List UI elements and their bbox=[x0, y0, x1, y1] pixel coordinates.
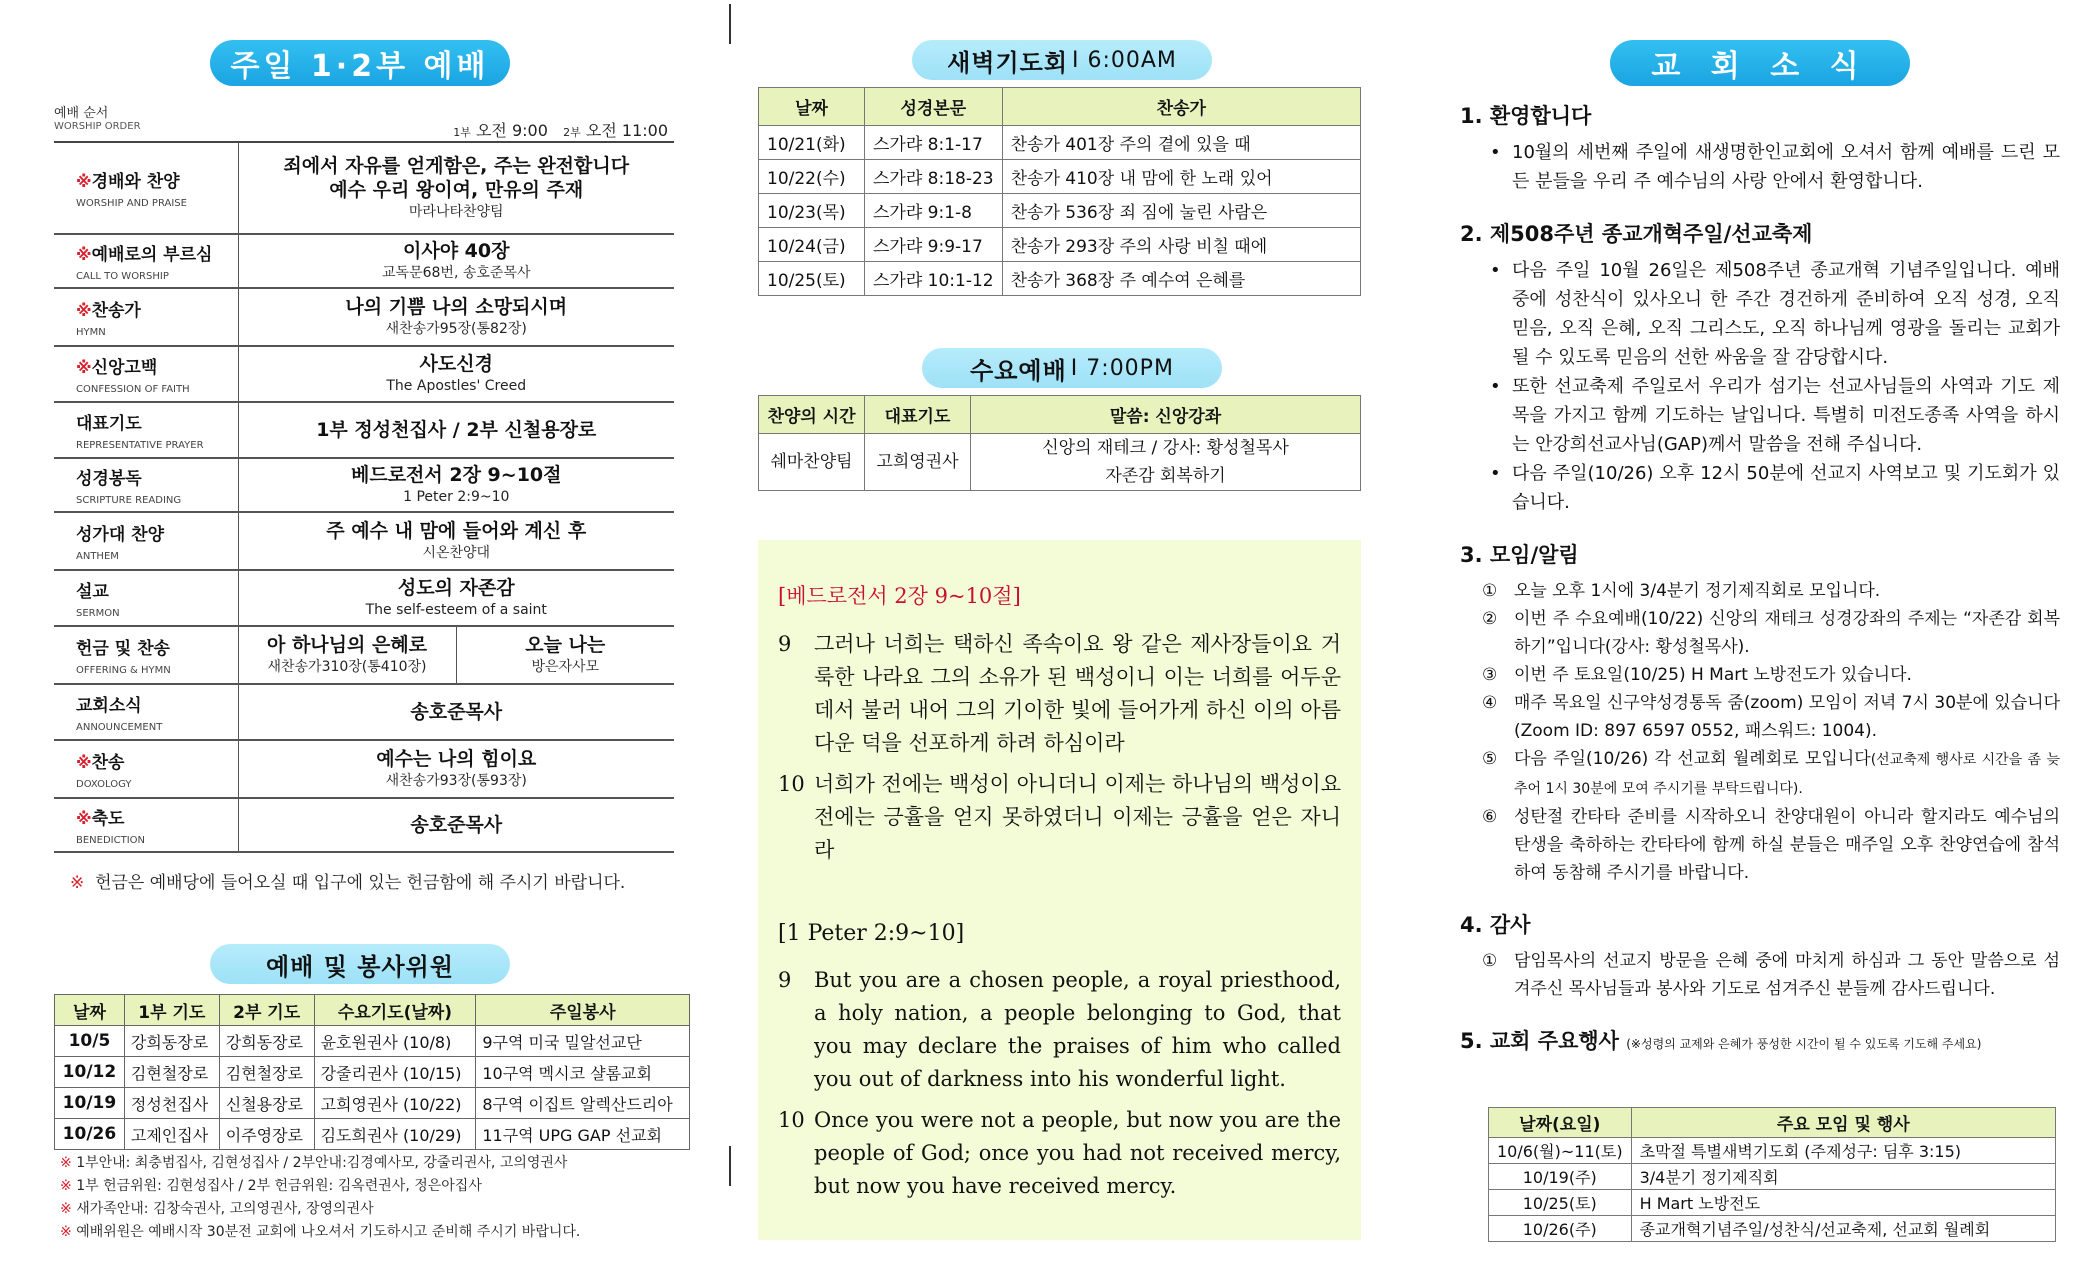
required-mark: ※ bbox=[76, 809, 92, 828]
table-cell: 강희동장로 bbox=[124, 1026, 219, 1057]
note-text: 1부안내: 최충범집사, 김현성집사 / 2부안내:김경예사모, 강줄리권사, 고의영권사 bbox=[76, 1155, 568, 1171]
table-cell: 스가랴 9:9-17 bbox=[865, 228, 1003, 262]
news-section-welcome bbox=[1460, 100, 2060, 196]
verse bbox=[778, 628, 1341, 760]
events-table bbox=[1488, 1107, 2056, 1242]
note-text: 1부 헌금위원: 김현성집사 / 2부 헌금위원: 김옥련권사, 정은아집사 bbox=[76, 1178, 482, 1194]
verse-number: 10 bbox=[778, 772, 805, 796]
order-item-detail: 새찬송가310장(통410장) bbox=[267, 659, 427, 675]
table-cell: 스가랴 10:1-12 bbox=[865, 262, 1003, 296]
table-row bbox=[54, 512, 674, 570]
order-item-detail: 마라나타찬양팀 bbox=[408, 204, 504, 220]
item-number: ② bbox=[1482, 609, 1498, 629]
bullet-text: 다음 주일 10월 26일은 제508주년 종교개혁 기념주일입니다. 예배 중에 성찬식이 있사오니 한 주간 경건하게 준비하여 오직 성경, 오직 믿음, 오직 은혜, 오직 그리스도, 오직 하나님께 영광을 돌리는 교회가 될 수 있도록 믿음의 선한 싸움을 잘 감당합시다. bbox=[1512, 260, 2060, 368]
table-cell: 스가랴 8:18-23 bbox=[865, 160, 1003, 194]
table-row bbox=[54, 234, 674, 288]
scripture-box bbox=[758, 540, 1361, 1240]
bullet-item bbox=[1460, 459, 2060, 517]
order-label-cell bbox=[54, 798, 238, 852]
table-row bbox=[759, 262, 1361, 296]
table-cell: 정성천집사 bbox=[124, 1088, 219, 1119]
verse-number: 10 bbox=[778, 1108, 805, 1132]
order-value-cell bbox=[238, 570, 674, 626]
bullet-text: 다음 주일(10/26) 오후 12시 50분에 선교지 사역보고 및 기도회가 있습니다. bbox=[1512, 463, 2060, 513]
order-item-detail: 시온찬양대 bbox=[422, 545, 491, 561]
order-value-cell bbox=[238, 402, 674, 458]
order-item-title: 나의 기쁨 나의 소망되시며 bbox=[345, 296, 568, 318]
table-row bbox=[54, 798, 674, 852]
table-cell: 10/25(토) bbox=[1489, 1190, 1632, 1216]
table-row bbox=[54, 402, 674, 458]
table-cell: 찬송가 368장 주 예수여 은혜를 bbox=[1002, 262, 1360, 296]
table-cell: 초막절 특별새벽기도회 (주제성구: 딤후 3:15) bbox=[1631, 1138, 2055, 1164]
bullet-dot: • bbox=[1490, 376, 1501, 397]
table-cell: 강희동장로 bbox=[219, 1026, 314, 1057]
table-row bbox=[759, 160, 1361, 194]
order-item-english: CALL TO WORSHIP bbox=[76, 271, 169, 282]
note-mark: ※ bbox=[60, 1155, 72, 1171]
numbered-item bbox=[1460, 689, 2060, 745]
bullet-item bbox=[1460, 372, 2060, 459]
scripture-verses-ko bbox=[778, 628, 1341, 867]
news-section-meetings bbox=[1460, 539, 2060, 887]
staff-table bbox=[54, 994, 690, 1150]
order-item-title: 베드로전서 2장 9~10절 bbox=[350, 464, 562, 486]
table-row bbox=[759, 228, 1361, 262]
table-cell: 10/6(월)~11(토) bbox=[1489, 1138, 1632, 1164]
table-cell: 10/23(목) bbox=[759, 194, 865, 228]
order-item-detail: 새찬송가93장(통93장) bbox=[385, 773, 527, 789]
item-text-wrap bbox=[1514, 947, 2060, 1003]
order-item-title: 오늘 나는 bbox=[525, 634, 606, 656]
required-mark: ※ bbox=[76, 753, 92, 772]
column-header: 수요기도(날짜) bbox=[314, 995, 476, 1026]
bullet-item bbox=[1460, 138, 2060, 196]
order-item-detail: The Apostles' Creed bbox=[386, 378, 527, 394]
column-header: 찬양의 시간 bbox=[759, 396, 865, 434]
verse-number: 9 bbox=[778, 632, 792, 656]
staff-note bbox=[60, 1221, 580, 1244]
numbered-item bbox=[1460, 745, 2060, 803]
order-item-english: WORSHIP AND PRAISE bbox=[76, 198, 187, 209]
order-item-title: 송호준목사 bbox=[410, 701, 503, 723]
item-text-wrap bbox=[1514, 661, 2060, 689]
verse bbox=[778, 964, 1341, 1096]
item-number: ① bbox=[1482, 581, 1498, 601]
order-item-title: 죄에서 자유를 얻게함은, 주는 완전합니다 bbox=[283, 155, 630, 177]
table-row bbox=[1489, 1216, 2056, 1242]
order-item-name: 찬송 bbox=[91, 753, 125, 773]
table-cell: 10/19 bbox=[55, 1088, 125, 1119]
order-item-english: REPRESENTATIVE PRAYER bbox=[76, 440, 204, 451]
note-text: 새가족안내: 김창숙권사, 고의영권사, 장영의권사 bbox=[76, 1201, 374, 1217]
order-value-cell bbox=[238, 288, 674, 346]
staff-note bbox=[60, 1198, 580, 1221]
offering-note: ※ 헌금은 예배당에 들어오실 때 입구에 있는 헌금함에 해 주시기 바랍니다. bbox=[70, 873, 626, 893]
staff-note bbox=[60, 1152, 580, 1175]
column-header: 날짜 bbox=[55, 995, 125, 1026]
table-cell: 10/24(금) bbox=[759, 228, 865, 262]
order-label: 예배 순서 bbox=[54, 106, 109, 121]
table-row bbox=[54, 626, 674, 684]
table-cell: 10구역 멕시코 샬롬교회 bbox=[476, 1057, 690, 1088]
sermon-series: 신앙의 재테크 / 강사: 황성철목사 bbox=[1042, 438, 1289, 458]
column-header: 성경본문 bbox=[865, 88, 1003, 126]
note-mark: ※ bbox=[60, 1224, 72, 1240]
scripture-ref-ko: [베드로전서 2장 9~10절] bbox=[778, 584, 1021, 608]
order-label-cell bbox=[54, 626, 238, 684]
dawn-header: 새벽기도회 I 6:00AM bbox=[912, 40, 1212, 80]
order-item-name: 헌금 및 찬송 bbox=[76, 639, 170, 659]
table-cell: 10/21(화) bbox=[759, 126, 865, 160]
table-row bbox=[54, 346, 674, 402]
column-header: 대표기도 bbox=[865, 396, 971, 434]
order-item-title: 아 하나님의 은혜로 bbox=[266, 634, 428, 656]
order-item-name: 경배와 찬양 bbox=[91, 172, 180, 192]
scripture-verses-en bbox=[778, 964, 1341, 1203]
order-item-name: 신앙고백 bbox=[91, 358, 158, 378]
order-label-cell bbox=[54, 570, 238, 626]
table-cell: 10/26 bbox=[55, 1119, 125, 1150]
bullet-dot: • bbox=[1490, 260, 1501, 281]
wednesday-header: 수요예배 I 7:00PM bbox=[922, 348, 1222, 388]
column-header: 찬송가 bbox=[1002, 88, 1360, 126]
order-label-cell bbox=[54, 142, 238, 234]
order-item-name: 교회소식 bbox=[76, 696, 142, 716]
table-cell: 10/5 bbox=[55, 1026, 125, 1057]
table-cell: 찬송가 293장 주의 사랑 비칠 때에 bbox=[1002, 228, 1360, 262]
table-row bbox=[1489, 1190, 2056, 1216]
table-cell: 고제인집사 bbox=[124, 1119, 219, 1150]
column-header: 말씀: 신앙강좌 bbox=[971, 396, 1361, 434]
required-mark: ※ bbox=[76, 358, 92, 377]
order-header bbox=[54, 102, 668, 140]
numbered-item bbox=[1460, 661, 2060, 689]
order-item-detail: The self-esteem of a saint bbox=[365, 602, 547, 618]
dawn-prayer-table bbox=[758, 87, 1361, 296]
news-section-thanks bbox=[1460, 909, 2060, 1003]
news-section-events bbox=[1460, 1025, 2060, 1055]
order-item-english: ANNOUNCEMENT bbox=[76, 722, 163, 733]
order-item-name: 축도 bbox=[91, 809, 125, 829]
table-row bbox=[54, 142, 674, 234]
order-value-cell bbox=[238, 798, 674, 852]
bullet-item bbox=[1460, 256, 2060, 372]
note-text: 예배위원은 예배시작 30분전 교회에 나오셔서 기도하시고 준비해 주시기 바랍니다. bbox=[76, 1224, 581, 1240]
item-text: 이번 주 수요예배(10/22) 신앙의 재테크 성경강좌의 주제는 “자존감 회복하기”입니다(강사: 황성철목사). bbox=[1514, 609, 2060, 657]
table-cell: 찬송가 401장 주의 곁에 있을 때 bbox=[1002, 126, 1360, 160]
numbered-item bbox=[1460, 577, 2060, 605]
column-header: 1부 기도 bbox=[124, 995, 219, 1026]
order-item-english: SERMON bbox=[76, 608, 120, 619]
table-cell: 찬송가 536장 죄 짐에 눌린 사람은 bbox=[1002, 194, 1360, 228]
section-title: 4. 감사 bbox=[1460, 913, 1531, 937]
order-label-en: WORSHIP ORDER bbox=[54, 121, 141, 132]
column-divider bbox=[729, 4, 731, 44]
section-title: 1. 환영합니다 bbox=[1460, 104, 1592, 128]
order-item-title: 송호준목사 bbox=[410, 814, 503, 836]
verse-text: But you are a chosen people, a royal priesthood, a holy nation, a people belonging to God, that you may declare the praises of him who called you out of darkness into his wonderful light. bbox=[814, 968, 1341, 1091]
verse-text: 너희가 전에는 백성이 아니더니 이제는 하나님의 백성이요 전에는 긍휼을 얻지 못하였더니 이제는 긍휼을 얻은 자니라 bbox=[814, 772, 1341, 862]
verse-text: Once you were not a people, but now you are the people of God; once you had not received mercy, but now you have received mercy. bbox=[814, 1108, 1341, 1198]
staff-notes bbox=[60, 1152, 580, 1244]
numbered-item bbox=[1460, 947, 2060, 1003]
table-row bbox=[1489, 1164, 2056, 1190]
order-item-english: DOXOLOGY bbox=[76, 779, 132, 790]
table-cell: 윤호원권사 (10/8) bbox=[314, 1026, 476, 1057]
item-text: 담임목사의 선교지 방문을 은혜 중에 마치게 하심과 그 동안 말씀으로 섬겨주신 목사님들과 봉사와 기도로 섬겨주신 분들께 감사드립니다. bbox=[1514, 951, 2060, 999]
events-note: (※성령의 교제와 은혜가 풍성한 시간이 될 수 있도록 기도해 주세요) bbox=[1626, 1037, 1982, 1051]
order-item-english: ANTHEM bbox=[76, 551, 119, 562]
order-item-title: 이사야 40장 bbox=[403, 240, 510, 262]
order-item-detail: 방은자사모 bbox=[531, 659, 600, 675]
order-item-name: 예배로의 부르심 bbox=[91, 245, 213, 265]
table-cell: 8구역 이집트 알렉산드리아 bbox=[476, 1088, 690, 1119]
order-item-detail: 새찬송가95장(통82장) bbox=[385, 321, 527, 337]
order-label-cell bbox=[54, 234, 238, 288]
order-label-cell bbox=[54, 288, 238, 346]
church-news bbox=[1460, 100, 2060, 1077]
section-title: 2. 제508주년 종교개혁주일/선교축제 bbox=[1460, 222, 1813, 246]
order-item-detail: 1 Peter 2:9~10 bbox=[403, 489, 510, 505]
table-cell: 스가랴 9:1-8 bbox=[865, 194, 1003, 228]
table-cell: 고희영권사 (10/22) bbox=[314, 1088, 476, 1119]
item-note: (선교축제 행사로 시간을 좀 늦추어 1시 30분에 모여 주시기를 부탁드립니다). bbox=[1514, 752, 2060, 797]
item-text-wrap bbox=[1514, 605, 2060, 661]
staff-header: 예배 및 봉사위원 bbox=[210, 944, 510, 984]
table-cell: 9구역 미국 밀알선교단 bbox=[476, 1026, 690, 1057]
table-cell: 10/12 bbox=[55, 1057, 125, 1088]
required-mark: ※ bbox=[76, 245, 92, 264]
item-text: 성탄절 칸타타 준비를 시작하오니 찬양대원이 아니라 할지라도 예수님의 탄생을 축하하는 칸타타에 함께 하실 분들은 매주일 오후 찬양연습에 참석하여 동참해 주시기를 바랍니다. bbox=[1514, 807, 2060, 883]
item-number: ⑤ bbox=[1482, 749, 1498, 769]
order-value-cell bbox=[238, 234, 674, 288]
table-row bbox=[55, 1057, 690, 1088]
item-number: ④ bbox=[1482, 693, 1498, 713]
table-cell: 김현철장로 bbox=[124, 1057, 219, 1088]
item-text: 오늘 오후 1시에 3/4분기 정기제직회로 모입니다. bbox=[1514, 581, 1881, 601]
order-item-english: HYMN bbox=[76, 327, 106, 338]
table-cell: 10/22(수) bbox=[759, 160, 865, 194]
required-mark: ※ bbox=[76, 172, 92, 191]
item-number: ① bbox=[1482, 951, 1498, 971]
worship-header: 주일 1·2부 예배 bbox=[210, 40, 510, 86]
order-item-title: 주 예수 내 맘에 들어와 계신 후 bbox=[326, 520, 587, 542]
order-value-cell bbox=[238, 142, 674, 234]
verse bbox=[778, 1104, 1341, 1203]
order-item-name: 성경봉독 bbox=[76, 469, 142, 489]
offering-special-cell bbox=[456, 626, 674, 684]
order-label-cell bbox=[54, 402, 238, 458]
column-divider bbox=[729, 1146, 731, 1186]
item-text: 다음 주일(10/26) 각 선교회 월례회로 모입니다 bbox=[1514, 749, 1871, 769]
numbered-item bbox=[1460, 605, 2060, 661]
table-cell: 스가랴 8:1-17 bbox=[865, 126, 1003, 160]
order-value-cell bbox=[238, 346, 674, 402]
order-item-title: 사도신경 bbox=[419, 353, 493, 375]
service-times: 1부 오전 9:00 2부 오전 11:00 bbox=[453, 121, 668, 140]
order-item-title: 예수 우리 왕이여, 만유의 주재 bbox=[329, 179, 584, 201]
table-cell: 10/25(토) bbox=[759, 262, 865, 296]
order-value-cell bbox=[238, 458, 674, 512]
table-row bbox=[54, 570, 674, 626]
order-label-cell bbox=[54, 740, 238, 798]
order-value-cell bbox=[238, 512, 674, 570]
bullet-text: 또한 선교축제 주일로서 우리가 섬기는 선교사님들의 사역과 기도 제목을 가지고 함께 기도하는 날입니다. 특별히 미전도종족 사역을 하시는 안강희선교사님(GAP)께서 말씀을 전해 주십니다. bbox=[1512, 376, 2060, 455]
section-title: 5. 교회 주요행사 (※성령의 교제와 은혜가 풍성한 시간이 될 수 있도록 기도해 주세요) bbox=[1460, 1029, 1982, 1053]
table-cell: 11구역 UPG GAP 선교회 bbox=[476, 1119, 690, 1150]
item-text-wrap bbox=[1514, 803, 2060, 887]
order-item-english: CONFESSION OF FAITH bbox=[76, 384, 190, 395]
order-label-cell bbox=[54, 346, 238, 402]
table-cell: 김현철장로 bbox=[219, 1057, 314, 1088]
column-header: 주일봉사 bbox=[476, 995, 690, 1026]
order-label-cell bbox=[54, 684, 238, 740]
table-row bbox=[759, 194, 1361, 228]
verse-number: 9 bbox=[778, 968, 792, 992]
bullet-text: 10월의 세번째 주일에 새생명한인교회에 오셔서 함께 예배를 드린 모든 분들을 우리 주 예수님의 사랑 안에서 환영합니다. bbox=[1512, 142, 2060, 192]
order-item-english: OFFERING & HYMN bbox=[76, 665, 171, 676]
table-row bbox=[55, 1088, 690, 1119]
column-header: 주요 모임 및 행사 bbox=[1631, 1108, 2055, 1138]
verse bbox=[778, 768, 1341, 867]
item-text-wrap bbox=[1514, 745, 2060, 803]
order-item-name: 찬송가 bbox=[91, 301, 141, 321]
table-row bbox=[759, 126, 1361, 160]
table-cell: H Mart 노방전도 bbox=[1631, 1190, 2055, 1216]
sermon-cell bbox=[971, 434, 1361, 491]
order-item-english: BENEDICTION bbox=[76, 835, 146, 846]
section-title: 3. 모임/알림 bbox=[1460, 543, 1579, 567]
item-text-wrap bbox=[1514, 577, 2060, 605]
news-header: 교 회 소 식 bbox=[1610, 40, 1910, 86]
table-cell: 3/4분기 정기제직회 bbox=[1631, 1164, 2055, 1190]
column-header: 날짜 bbox=[759, 88, 865, 126]
table-row bbox=[1489, 1138, 2056, 1164]
sermon-topic: 자존감 회복하기 bbox=[1105, 466, 1226, 486]
order-label-cell bbox=[54, 512, 238, 570]
note-mark: ※ bbox=[60, 1178, 72, 1194]
order-value-cell bbox=[238, 740, 674, 798]
table-row bbox=[55, 1026, 690, 1057]
news-section-reformation bbox=[1460, 218, 2060, 517]
item-text: 매주 목요일 신구약성경통독 줌(zoom) 모임이 저녁 7시 30분에 있습니다(Zoom ID: 897 6597 0552, 패스워드: 1004). bbox=[1514, 693, 2060, 741]
numbered-item bbox=[1460, 803, 2060, 887]
table-cell: 10/19(주) bbox=[1489, 1164, 1632, 1190]
required-mark: ※ bbox=[76, 301, 92, 320]
table-cell: 종교개혁기념주일/성찬식/선교축제, 선교회 월례회 bbox=[1631, 1216, 2055, 1242]
table-row bbox=[55, 1119, 690, 1150]
column-header: 날짜(요일) bbox=[1489, 1108, 1632, 1138]
table-row bbox=[759, 434, 1361, 491]
wednesday-service-table bbox=[758, 395, 1361, 491]
order-value-cell bbox=[238, 684, 674, 740]
table-row bbox=[54, 684, 674, 740]
note-mark: ※ bbox=[60, 1201, 72, 1217]
table-row bbox=[54, 288, 674, 346]
table-row bbox=[54, 458, 674, 512]
table-cell: 신철용장로 bbox=[219, 1088, 314, 1119]
table-row bbox=[54, 740, 674, 798]
table-cell: 이주영장로 bbox=[219, 1119, 314, 1150]
item-text: 이번 주 토요일(10/25) H Mart 노방전도가 있습니다. bbox=[1514, 665, 1912, 685]
order-item-english: SCRIPTURE READING bbox=[76, 495, 182, 506]
order-item-detail: 교독문68번, 송호준목사 bbox=[382, 265, 531, 281]
staff-note bbox=[60, 1175, 580, 1198]
order-item-name: 대표기도 bbox=[76, 414, 142, 434]
item-number: ⑥ bbox=[1482, 807, 1498, 827]
order-label-cell bbox=[54, 458, 238, 512]
table-cell: 강줄리권사 (10/15) bbox=[314, 1057, 476, 1088]
order-item-name: 설교 bbox=[76, 582, 109, 602]
order-item-title: 예수는 나의 힘이요 bbox=[376, 748, 537, 770]
item-text-wrap bbox=[1514, 689, 2060, 745]
order-item-title: 1부 정성천집사 / 2부 신철용장로 bbox=[316, 419, 597, 441]
praise-team: 쉐마찬양팀 bbox=[759, 434, 865, 491]
verse-text: 그러나 너희는 택하신 족속이요 왕 같은 제사장들이요 거룩한 나라요 그의 소유가 된 백성이니 이는 너희를 어두운 데서 불러 내어 그의 기이한 빛에 들어가게 하신 이의 아름다운 덕을 선포하게 하려 하심이라 bbox=[814, 632, 1341, 755]
prayer-leader: 고희영권사 bbox=[865, 434, 971, 491]
order-item-name: 성가대 찬양 bbox=[76, 525, 165, 545]
bullet-dot: • bbox=[1490, 142, 1501, 163]
table-cell: 10/26(주) bbox=[1489, 1216, 1632, 1242]
order-item-title: 성도의 자존감 bbox=[397, 577, 515, 599]
bullet-dot: • bbox=[1490, 463, 1501, 484]
scripture-ref-en: [1 Peter 2:9~10] bbox=[778, 921, 965, 946]
column-header: 2부 기도 bbox=[219, 995, 314, 1026]
table-cell: 김도희권사 (10/29) bbox=[314, 1119, 476, 1150]
offering-hymn-cell bbox=[238, 626, 456, 684]
item-number: ③ bbox=[1482, 665, 1498, 685]
table-cell: 찬송가 410장 내 맘에 한 노래 있어 bbox=[1002, 160, 1360, 194]
worship-order-table bbox=[54, 141, 674, 853]
